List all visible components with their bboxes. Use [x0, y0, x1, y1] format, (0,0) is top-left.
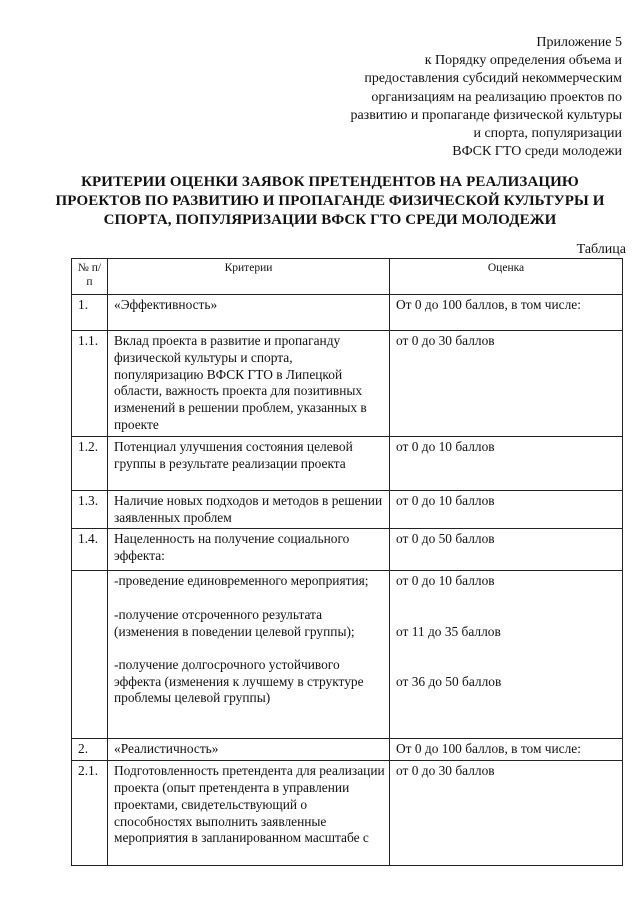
row-num: 2.1. [72, 761, 108, 866]
criteria-item: -получение отсроченного результата (изменения в поведении целевой группы); [114, 607, 355, 639]
row-criteria: «Эффективность» [108, 295, 390, 331]
row-score: от 0 до 30 баллов [390, 331, 623, 437]
appendix-line: к Порядку определения объема и [424, 53, 622, 69]
table-label: Таблица [576, 242, 626, 257]
appendix-line: Приложение 5 [536, 35, 622, 50]
score-item: от 36 до 50 баллов [396, 673, 502, 689]
appendix-line: ВФСК ГТО среди молодежи [452, 144, 622, 160]
table-row [72, 436, 623, 490]
row-score: от 0 до 30 баллов [390, 761, 623, 866]
table-row [72, 529, 623, 571]
row-score: от 0 до 50 баллов [390, 529, 623, 571]
criteria-item: -проведение единовременного мероприятия; [114, 573, 369, 589]
appendix-line: предоставления субсидий некоммерческим [364, 71, 622, 87]
row-score: от 0 до 10 баллов [390, 490, 623, 529]
appendix-line: организациям на реализацию проектов по [371, 89, 622, 105]
header-num: № п/п [72, 259, 108, 295]
appendix-line: и спорта, популяризации [473, 126, 622, 142]
row-criteria: Нацеленность на получение социального эффекта: [108, 529, 390, 571]
row-criteria: «Реалистичность» [108, 739, 390, 761]
score-item: от 0 до 10 баллов [396, 573, 495, 589]
title-line: КРИТЕРИИ ОЦЕНКИ ЗАЯВОК ПРЕТЕНДЕНТОВ НА РЕАЛИЗАЦИЮ [81, 174, 579, 190]
row-num: 1. [72, 295, 108, 331]
header-criteria: Критерии [108, 259, 390, 295]
row-num [72, 571, 108, 739]
table-row [72, 761, 623, 866]
appendix-line: развитию и пропаганде физической культуры [350, 107, 622, 123]
header-score: Оценка [390, 259, 623, 295]
row-score: От 0 до 100 баллов, в том числе: [390, 739, 623, 761]
table-header-row [72, 259, 623, 295]
table-row [72, 571, 623, 739]
score-item: от 11 до 35 баллов [396, 624, 501, 640]
row-criteria: Потенциал улучшения состояния целевой группы в результате реализации проекта [108, 436, 390, 490]
title-line: ПРОЕКТОВ ПО РАЗВИТИЮ И ПРОПАГАНДЕ ФИЗИЧЕСКОЙ КУЛЬТУРЫ И [55, 193, 605, 209]
criteria-item: -получение долгосрочного устойчивого эффекта (изменения к лучшему в структуре проблемы целевой группы) [114, 656, 364, 706]
row-score-list [390, 571, 623, 739]
row-num: 1.1. [72, 331, 108, 437]
table-row [72, 295, 623, 331]
row-criteria-list [108, 571, 390, 739]
row-criteria: Подготовленность претендента для реализации проекта (опыт претендента в управлении проектами, свидетельствующий о способностях выполнить заявленные мероприятия в запланированном масштабе с [108, 761, 390, 866]
criteria-table [71, 258, 623, 866]
row-num: 1.4. [72, 529, 108, 571]
table-row [72, 331, 623, 437]
appendix-header [292, 34, 622, 161]
row-criteria: Вклад проекта в развитие и пропаганду физической культуры и спорта, популяризацию ВФСК ГТО в Липецкой области, важность проекта для позитивных изменений в решении проблем, указанных в проекте [108, 331, 390, 437]
row-criteria: Наличие новых подходов и методов в решении заявленных проблем [108, 490, 390, 529]
row-score: от 0 до 10 баллов [390, 436, 623, 490]
row-num: 1.2. [72, 436, 108, 490]
table-row [72, 490, 623, 529]
row-score: От 0 до 100 баллов, в том числе: [390, 295, 623, 331]
document-title [40, 173, 620, 230]
title-line: СПОРТА, ПОПУЛЯРИЗАЦИИ ВФСК ГТО СРЕДИ МОЛОДЕЖИ [103, 212, 557, 228]
table-row [72, 739, 623, 761]
row-num: 1.3. [72, 490, 108, 529]
row-num: 2. [72, 739, 108, 761]
